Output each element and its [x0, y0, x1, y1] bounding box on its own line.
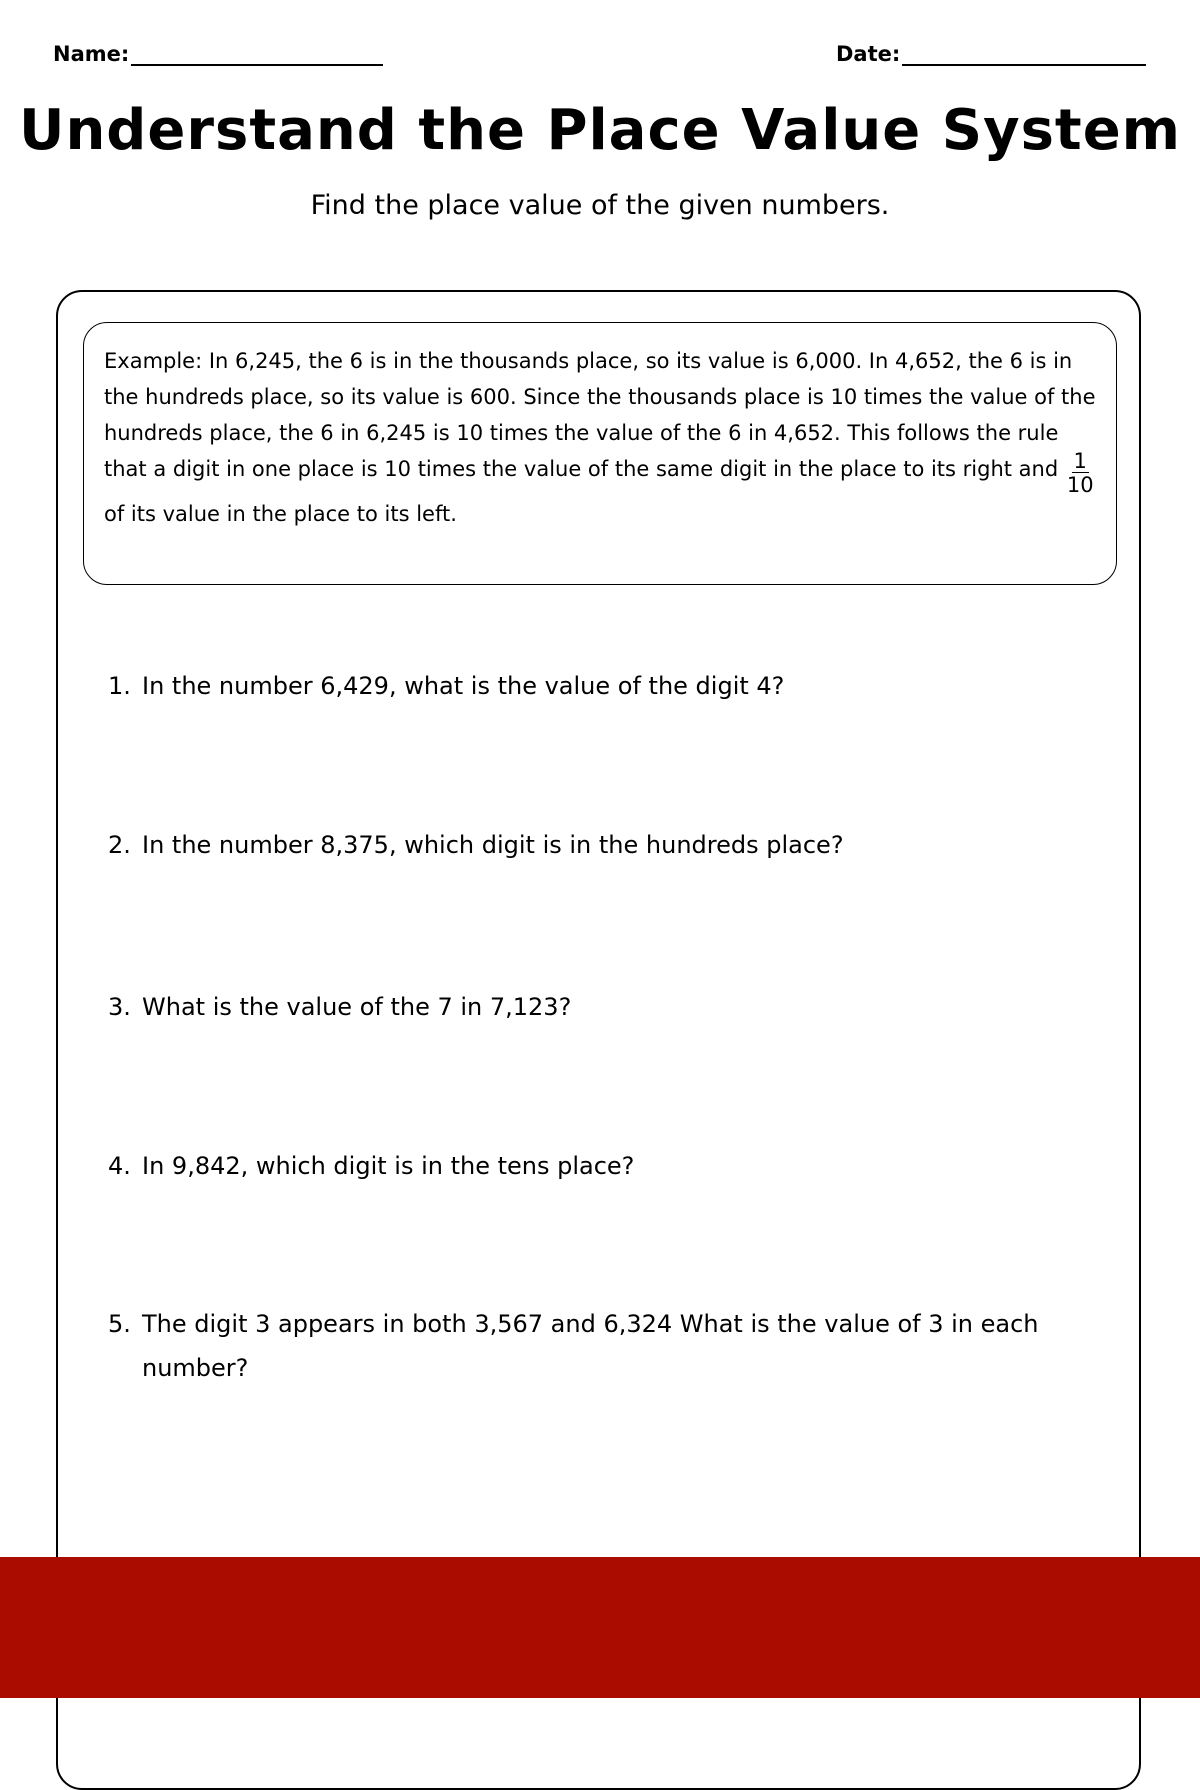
question-text: In 9,842, which digit is in the tens place?	[142, 1152, 635, 1180]
fraction-denominator: 10	[1066, 473, 1094, 497]
question-3	[108, 985, 1068, 1029]
question-number: 2.	[108, 831, 131, 859]
question-text: What is the value of the 7 in 7,123?	[142, 993, 572, 1021]
question-2	[108, 823, 1068, 867]
fraction-numerator: 1	[1073, 449, 1087, 473]
question-4	[108, 1144, 1068, 1188]
worksheet-subtitle: Find the place value of the given numbers.	[310, 190, 890, 221]
footer-bar	[0, 1557, 1200, 1698]
date-label: Date:	[836, 42, 901, 66]
question-number: 1.	[108, 672, 131, 700]
question-text: In the number 8,375, which digit is in the hundreds place?	[142, 831, 844, 859]
question-1	[108, 664, 1068, 708]
question-5	[108, 1302, 1068, 1390]
question-number: 5.	[108, 1310, 131, 1338]
name-label: Name:	[53, 42, 130, 66]
example-text-after: of its value in the place to its left.	[104, 502, 457, 526]
name-blank-line[interactable]	[131, 40, 383, 66]
name-field	[53, 40, 383, 66]
example-box	[83, 322, 1117, 585]
question-number: 3.	[108, 993, 131, 1021]
question-number: 4.	[108, 1152, 131, 1180]
example-text	[104, 343, 1100, 532]
fraction	[1067, 451, 1094, 496]
question-text: In the number 6,429, what is the value of the digit 4?	[142, 672, 785, 700]
date-blank-line[interactable]	[902, 40, 1146, 66]
example-text-before: Example: In 6,245, the 6 is in the thousands place, so its value is 6,000. In 4,652, the 6 is in the hundreds place, so its value is 600. Since the thousands place is 10 times the value of the hundreds place, the 6 in 6,245 is 10 times the value of the 6 in 4,652. This follows the rule that a digit in one place is 10 times the value of the same digit in the place to its right and	[104, 349, 1096, 481]
worksheet-title: Understand the Place Value System	[18, 98, 1182, 163]
date-field	[836, 40, 1146, 66]
question-text: The digit 3 appears in both 3,567 and 6,324 What is the value of 3 in each number?	[142, 1310, 1039, 1382]
